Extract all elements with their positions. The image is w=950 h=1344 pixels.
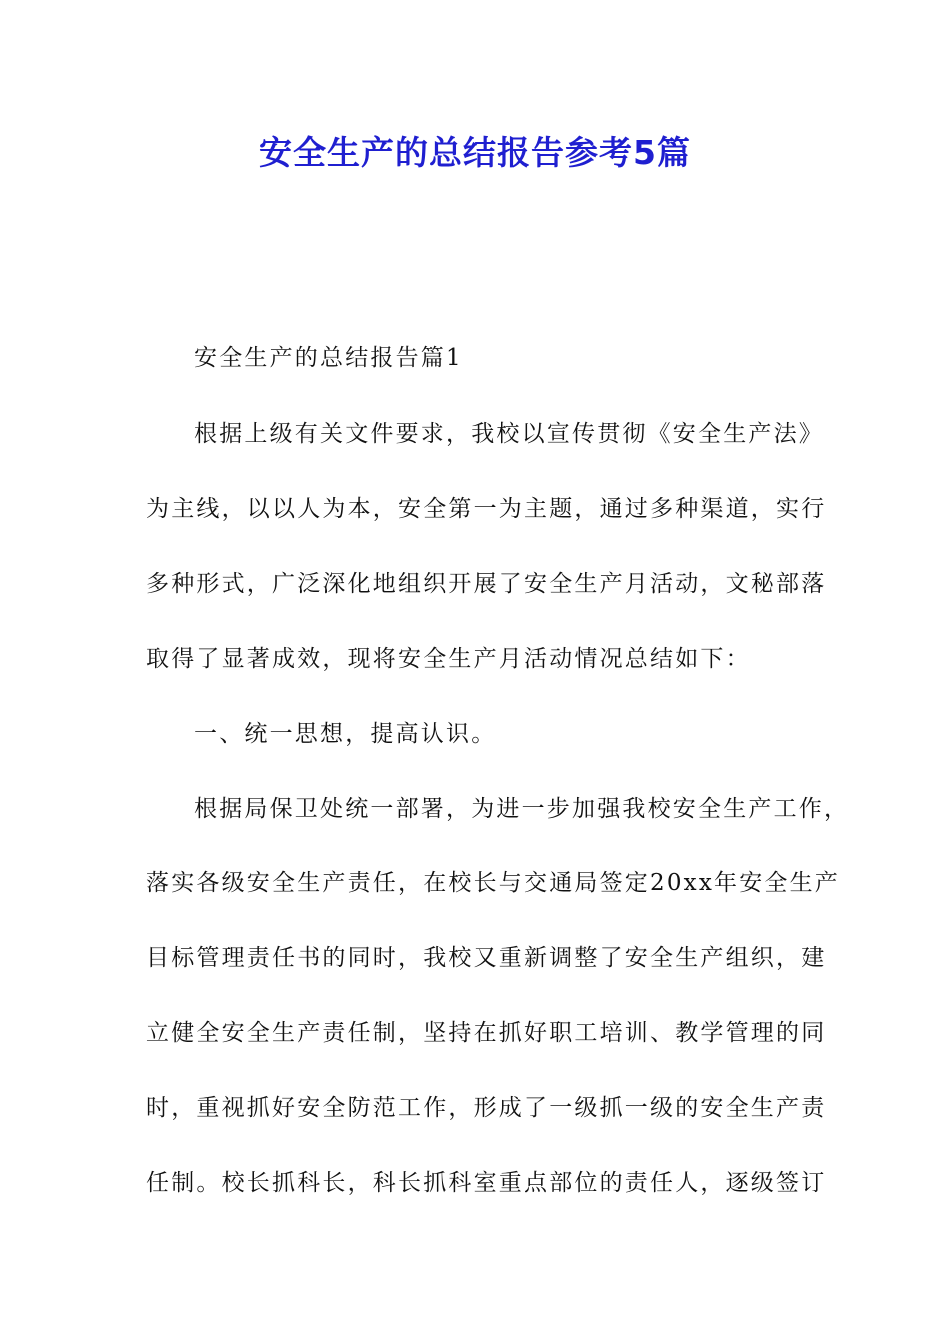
paragraph-line: 任制。校长抓科长，科长抓科室重点部位的责任人，逐级签订 [146,1170,827,1196]
paragraph-line: 根据上级有关文件要求，我校以宣传贯彻《安全生产法》 [194,421,824,447]
document-title: 安全生产的总结报告参考5篇 [259,133,691,172]
paragraph-line: 取得了显著成效，现将安全生产月活动情况总结如下： [146,646,751,672]
paragraph-line: 时，重视抓好安全防范工作，形成了一级抓一级的安全生产责 [146,1095,827,1121]
paragraph-line: 为主线，以以人为本，安全第一为主题，通过多种渠道，实行 [146,496,827,522]
subheading-line: 一、统一思想，提高认识。 [194,721,497,747]
paragraph-line: 多种形式，广泛深化地组织开展了安全生产月活动，文秘部落 [146,571,827,597]
paragraph-line: 根据局保卫处统一部署，为进一步加强我校安全生产工作， [194,796,850,822]
section-heading: 安全生产的总结报告篇1 [194,345,463,371]
paragraph-line: 落实各级安全生产责任，在校长与交通局签定20xx年安全生产 [146,870,841,896]
paragraph-line: 立健全安全生产责任制，坚持在抓好职工培训、教学管理的同 [146,1020,827,1046]
paragraph-line: 目标管理责任书的同时，我校又重新调整了安全生产组织，建 [146,945,827,971]
